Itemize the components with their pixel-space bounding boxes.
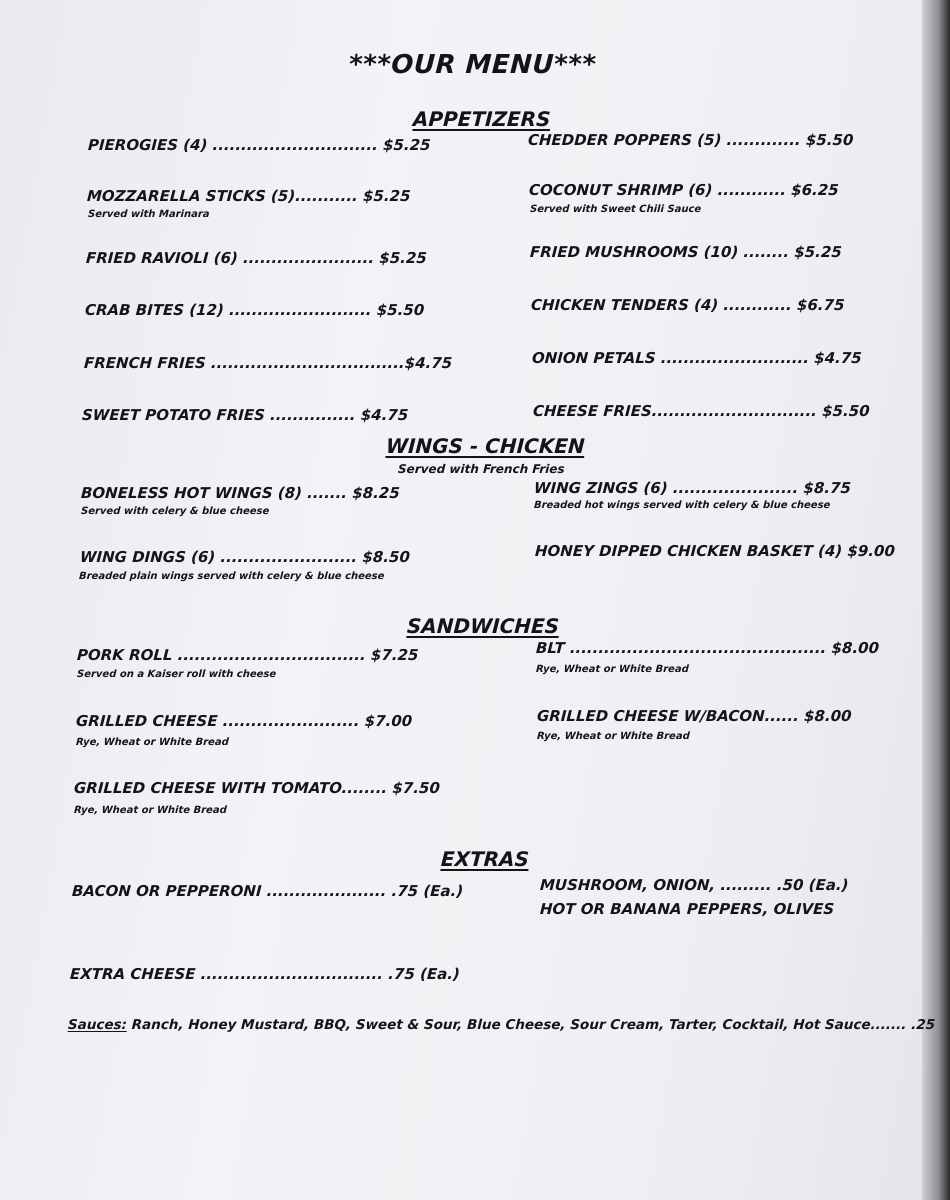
extra-item-extra-cheese: EXTRA CHEESE ................................ .75 (Ea.) [69, 965, 461, 983]
section-heading-appetizers: APPETIZERS [412, 107, 552, 131]
section-heading-wings: WINGS - CHICKEN [385, 434, 586, 458]
menu-item-onion-petals: ONION PETALS .......................... $4.75 [531, 349, 863, 367]
section-heading-sandwiches: SANDWICHES [406, 614, 560, 638]
menu-item-blt: BLT ............................................. $8.00 [535, 639, 880, 657]
extra-item-mushroom-onion: MUSHROOM, ONION, ......... .50 (Ea.) [539, 876, 850, 894]
menu-item-fried-ravioli: FRIED RAVIOLI (6) ....................... $5.25 [85, 249, 428, 267]
menu-item-sweet-potato-fries: SWEET POTATO FRIES ............... $4.75 [81, 406, 409, 424]
menu-item-grilled-cheese: GRILLED CHEESE ........................ $7.00 [75, 712, 413, 730]
menu-item-fried-mushrooms: FRIED MUSHROOMS (10) ........ $5.25 [529, 243, 843, 261]
menu-item-description: Served on a Kaiser roll with cheese [76, 669, 277, 680]
menu-item-pierogies: PIEROGIES (4) ............................. $5.25 [87, 136, 432, 154]
menu-item-wing-dings: WING DINGS (6) ........................ $8.50 [79, 548, 411, 566]
menu-item-description: Breaded hot wings served with celery & blue cheese [533, 500, 831, 511]
section-note: Served with French Fries [397, 462, 565, 476]
sauces-line [68, 1017, 936, 1033]
sauces-list: Ranch, Honey Mustard, BBQ, Sweet & Sour, Blue Cheese, Sour Cream, Tarter, Cocktail, Hot Sauce....... .25 [126, 1017, 936, 1033]
menu-item-french-fries: FRENCH FRIES ..................................$4.75 [83, 354, 453, 372]
page-title: ***OUR MENU*** [348, 50, 598, 80]
menu-item-crab-bites: CRAB BITES (12) ......................... $5.50 [84, 301, 425, 319]
menu-item-honey-dipped-chicken-basket: HONEY DIPPED CHICKEN BASKET (4) $9.00 [534, 542, 896, 560]
menu-item-description: Rye, Wheat or White Bread [535, 664, 690, 675]
menu-item-grilled-cheese-with-tomato: GRILLED CHEESE WITH TOMATO........ $7.50 [73, 779, 441, 797]
menu-item-pork-roll: PORK ROLL ................................. $7.25 [76, 646, 419, 664]
section-heading-extras: EXTRAS [440, 847, 530, 871]
sauces-label: Sauces: [67, 1017, 128, 1033]
menu-item-description: Served with Marinara [87, 209, 210, 220]
menu-item-description: Rye, Wheat or White Bread [75, 737, 230, 748]
menu-item-description: Served with celery & blue cheese [80, 506, 270, 517]
extra-item-peppers-olives: HOT OR BANANA PEPPERS, OLIVES [539, 900, 835, 918]
menu-item-description: Breaded plain wings served with celery & blue cheese [78, 571, 385, 582]
menu-item-description: Rye, Wheat or White Bread [73, 805, 228, 816]
menu-item-description: Rye, Wheat or White Bread [536, 731, 691, 742]
menu-item-description: Served with Sweet Chili Sauce [529, 204, 702, 215]
menu-item-boneless-hot-wings: BONELESS HOT WINGS (8) ....... $8.25 [80, 484, 401, 502]
menu-item-grilled-cheese-w-bacon: GRILLED CHEESE W/BACON...... $8.00 [536, 707, 853, 725]
menu-item-chicken-tenders: CHICKEN TENDERS (4) ............ $6.75 [530, 296, 846, 314]
menu-item-chedder-poppers: CHEDDER POPPERS (5) ............. $5.50 [527, 131, 854, 149]
menu-item-mozzarella-sticks: MOZZARELLA STICKS (5)........... $5.25 [86, 187, 412, 205]
menu-item-cheese-fries: CHEESE FRIES............................. $5.50 [532, 402, 871, 420]
menu-item-wing-zings: WING ZINGS (6) ...................... $8.75 [533, 479, 852, 497]
extra-item-bacon-or-pepperoni: BACON OR PEPPERONI ..................... .75 (Ea.) [71, 882, 464, 900]
menu-item-coconut-shrimp: COCONUT SHRIMP (6) ............ $6.25 [528, 181, 840, 199]
